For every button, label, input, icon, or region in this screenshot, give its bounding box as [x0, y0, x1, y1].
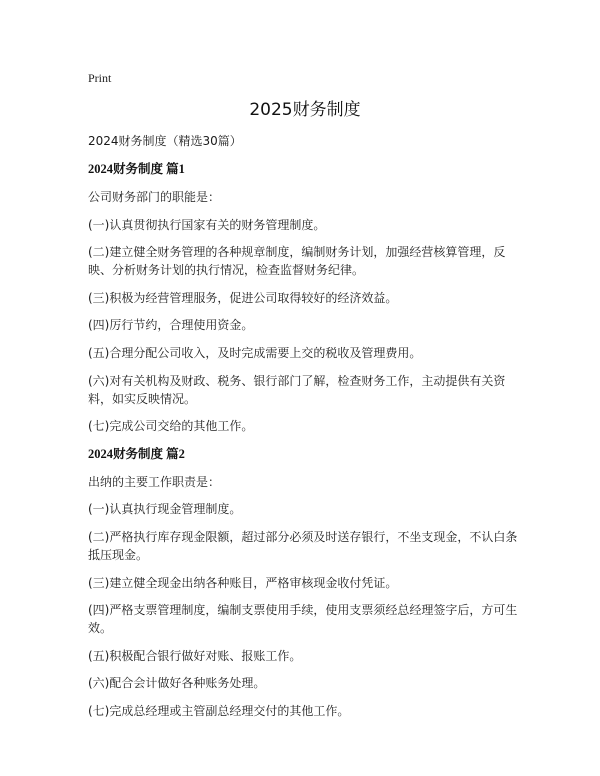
- paragraph: (六)配合会计做好各种账务处理。: [88, 676, 266, 691]
- paragraph: (五)合理分配公司收入，及时完成需要上交的税收及管理费用。: [88, 345, 422, 360]
- paragraph: (六)对有关机构及财政、税务、银行部门了解，检查财务工作，主动提供有关资料，如实反映情况。: [88, 373, 506, 406]
- paragraph: (二)严格执行库存现金限额，超过部分必须及时送存银行，不坐支现金，不认白条抵压现金。: [88, 529, 518, 562]
- paragraph: (四)厉行节约，合理使用资金。: [88, 318, 254, 333]
- paragraph: (三)建立健全现金出纳各种账目，严格审核现金收付凭证。: [88, 575, 398, 590]
- paragraph: (五)积极配合银行做好对账、报账工作。: [88, 648, 302, 663]
- section-1: [88, 160, 522, 435]
- print-label: Print: [88, 71, 112, 85]
- paragraph: (二)建立健全财务管理的各种规章制度，编制财务计划，加强经营核算管理，反映、分析财务计划的执行情况，检查监督财务纪律。: [88, 245, 506, 278]
- page-title: 2025财务制度: [249, 100, 361, 120]
- paragraph: (四)严格支票管理制度，编制支票使用手续，使用支票须经总经理签字后，方可生效。: [88, 603, 518, 636]
- document-subtitle: 2024财务制度（精选30篇）: [88, 134, 242, 148]
- paragraph: (一)认真贯彻执行国家有关的财务管理制度。: [88, 217, 326, 232]
- section-heading: 2024财务制度 篇2: [88, 446, 185, 461]
- paragraph: 出纳的主要工作职责是：: [88, 474, 221, 489]
- section-2: [88, 445, 522, 720]
- section-heading: 2024财务制度 篇1: [88, 162, 185, 176]
- paragraph: (七)完成总经理或主管副总经理交付的其他工作。: [88, 703, 350, 718]
- paragraph: 公司财务部门的职能是：: [88, 190, 221, 204]
- paragraph: (三)积极为经营管理服务，促进公司取得较好的经济效益。: [88, 290, 398, 305]
- paragraph: (七)完成公司交给的其他工作。: [88, 419, 254, 434]
- paragraph: (一)认真执行现金管理制度。: [88, 502, 242, 517]
